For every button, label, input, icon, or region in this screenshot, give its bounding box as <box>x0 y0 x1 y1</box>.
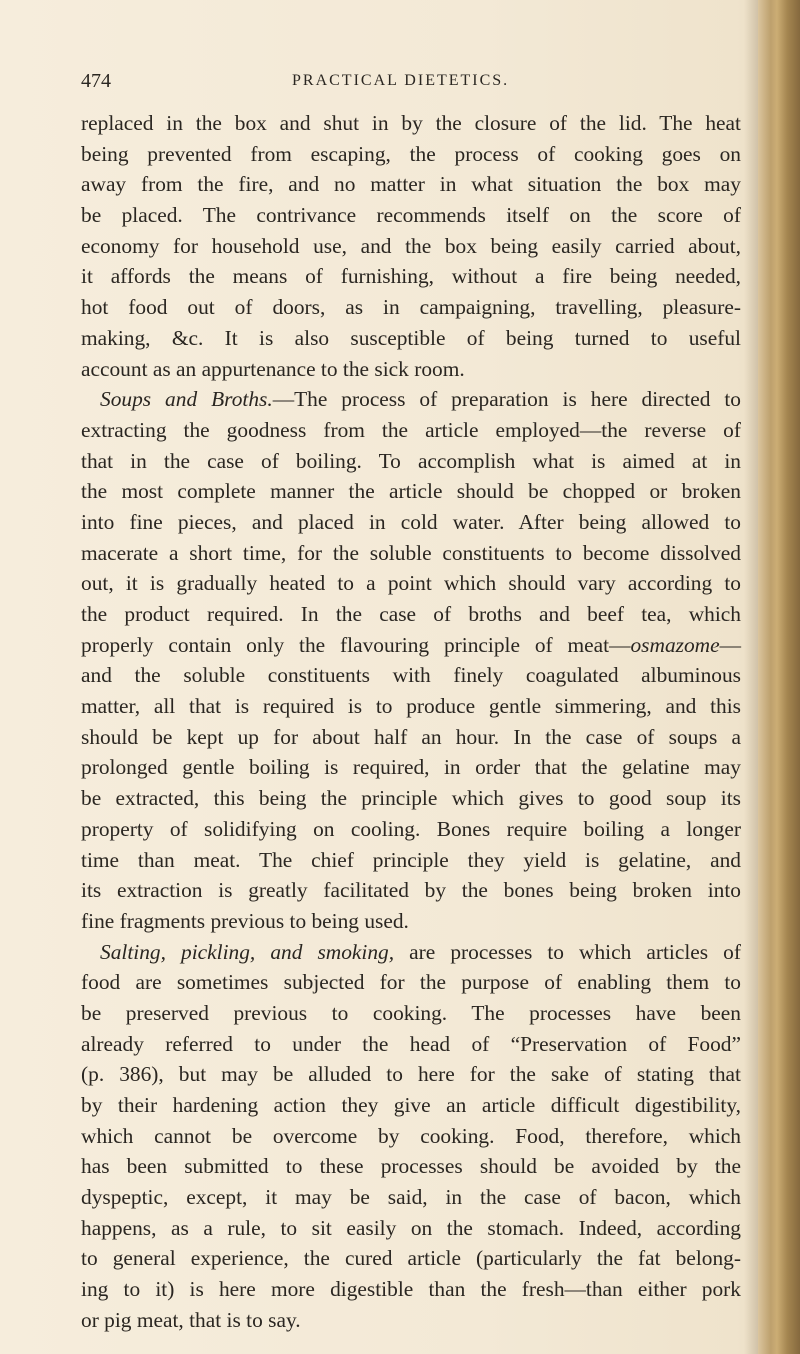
text-line: time than meat. The chief principle they yield is gelatine, and <box>81 847 741 872</box>
text-line: matter, all that is required is to produce gentle simmering, and this <box>81 694 741 719</box>
page-edge <box>758 0 800 1354</box>
text-line: food are sometimes subjected for the purpose of enabling them to <box>81 970 741 995</box>
text-line: out, it is gradually heated to a point which should vary according to <box>81 571 741 596</box>
text-line: account as an appurtenance to the sick room. <box>81 356 465 381</box>
text-line: its extraction is greatly facilitated by the bones being broken into <box>81 878 741 903</box>
text-line: being prevented from escaping, the process of cooking goes on <box>81 141 741 166</box>
text-line: happens, as a rule, to sit easily on the stomach. Indeed, according <box>81 1215 741 1240</box>
text-line-osmazome <box>81 630 741 661</box>
text-line: to general experience, the cured article (particularly the fat belong- <box>81 1246 741 1271</box>
text-line: property of solidifying on cooling. Bones require boiling a longer <box>81 816 741 841</box>
term-osmazome: osmazome <box>630 632 720 657</box>
text-line: macerate a short time, for the soluble constituents to become dissolved <box>81 540 741 565</box>
text-fragment: properly contain only the flavouring principle of meat— <box>81 632 631 657</box>
text-line: fine fragments previous to being used. <box>81 908 409 933</box>
page-number: 474 <box>81 70 111 92</box>
text-line: has been submitted to these processes should be avoided by the <box>81 1154 741 1179</box>
body-text <box>81 108 741 1336</box>
text-line: and the soluble constituents with finely coagulated albuminous <box>81 663 741 688</box>
text-line: into fine pieces, and placed in cold water. After being allowed to <box>81 509 741 534</box>
text-line: away from the fire, and no matter in what situation the box may <box>81 172 741 197</box>
section-heading-salting: Salting, pickling, and smoking, <box>100 939 395 964</box>
running-head: PRACTICAL DIETETICS. <box>292 72 510 89</box>
text-line: the most complete manner the article should be chopped or broken <box>81 479 741 504</box>
section-heading-soups: Soups and Broths. <box>100 387 273 412</box>
text-line: economy for household use, and the box being easily carried about, <box>81 233 741 258</box>
paragraph-salting-first-line <box>81 937 741 968</box>
text-line: which cannot be overcome by cooking. Food, therefore, which <box>81 1123 741 1148</box>
page-header <box>81 70 741 100</box>
text-line: be extracted, this being the principle which gives to good soup its <box>81 786 741 811</box>
page-gutter-shadow <box>744 0 758 1354</box>
text-line: or pig meat, that is to say. <box>81 1307 301 1332</box>
text-line: that in the case of boiling. To accomplish what is aimed at in <box>81 448 741 473</box>
text-line: be placed. The contrivance recommends itself on the score of <box>81 203 741 228</box>
text-line: replaced in the box and shut in by the closure of the lid. The heat <box>81 111 741 135</box>
text-line: hot food out of doors, as in campaigning, travelling, pleasure- <box>81 295 741 320</box>
text-line: prolonged gentle boiling is required, in order that the gelatine may <box>81 755 741 780</box>
text-line: extracting the goodness from the article employed—the reverse of <box>81 417 741 442</box>
text-line: it affords the means of furnishing, without a fire being needed, <box>81 264 741 289</box>
text-line: be preserved previous to cooking. The processes have been <box>81 1000 741 1025</box>
paragraph-soups-first-line <box>81 384 741 415</box>
text-fragment: — <box>719 632 741 657</box>
text-line: dyspeptic, except, it may be said, in the case of bacon, which <box>81 1185 741 1210</box>
text-line: already referred to under the head of “Preservation of Food” <box>81 1031 741 1056</box>
text-fragment: are processes to which articles of <box>394 939 741 964</box>
text-line: should be kept up for about half an hour. In the case of soups a <box>81 724 741 749</box>
text-line: (p. 386), but may be alluded to here for the sake of stating that <box>81 1062 741 1087</box>
text-line: the product required. In the case of broths and beef tea, which <box>81 602 741 626</box>
text-line: making, &c. It is also susceptible of being turned to useful <box>81 325 741 350</box>
text-fragment: —The process of preparation is here directed to <box>272 387 741 412</box>
text-line: by their hardening action they give an article difficult digestibility, <box>81 1093 741 1117</box>
text-line: ing to it) is here more digestible than the fresh—than either pork <box>81 1277 741 1302</box>
